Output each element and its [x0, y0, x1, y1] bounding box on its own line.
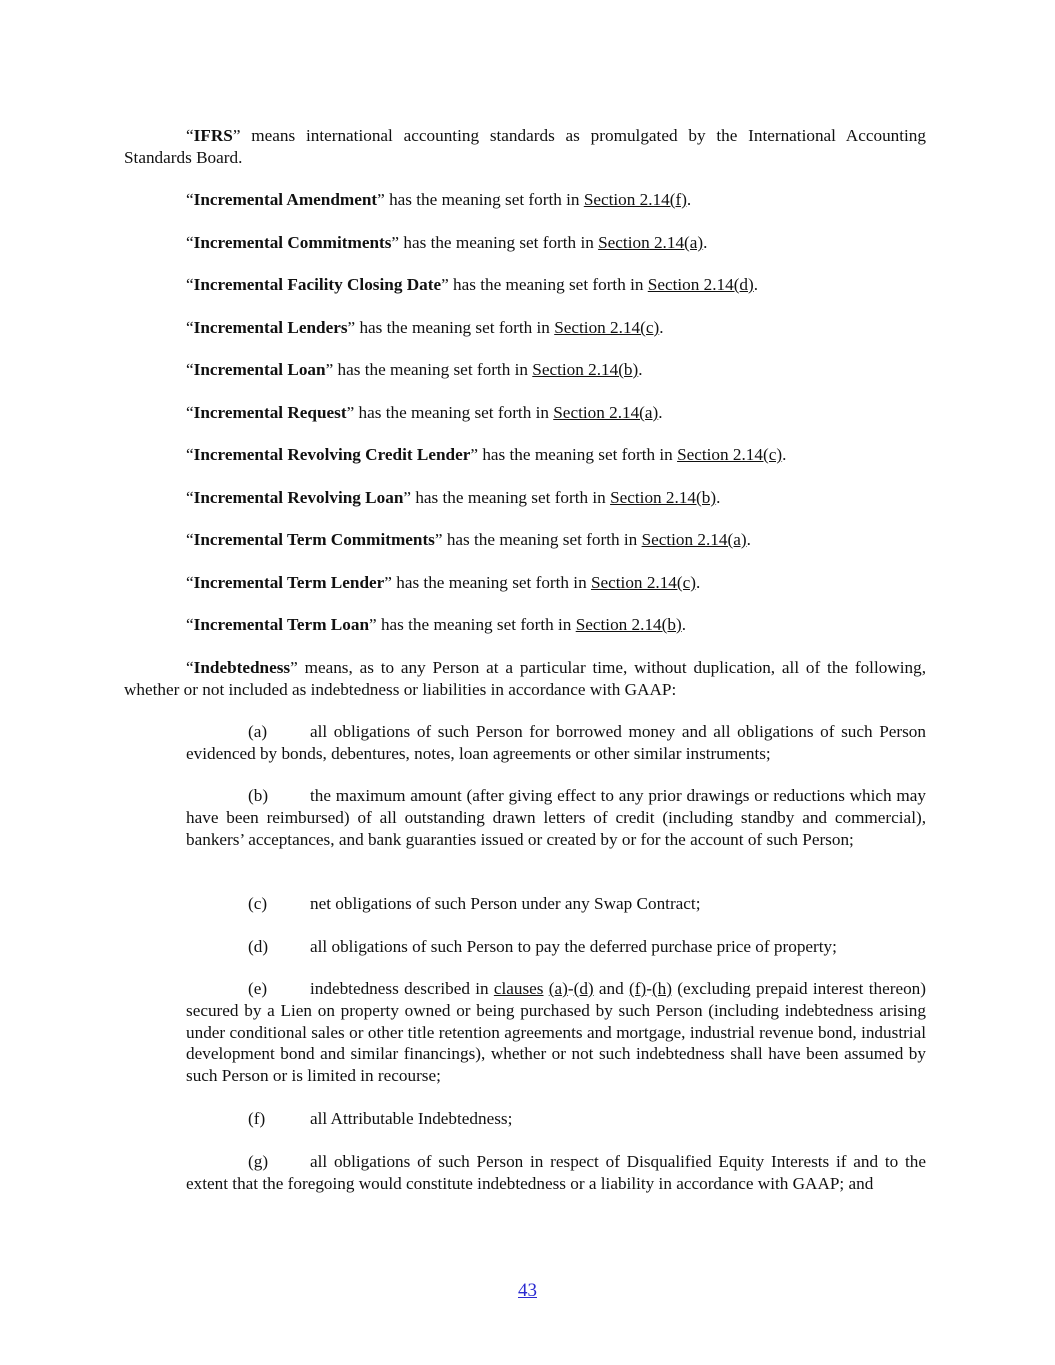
clause-c: (c) net obligations of such Person under any Swap Contract;	[248, 894, 701, 913]
defined-term: Incremental Revolving Loan	[193, 488, 404, 507]
definition-incremental-commitments: “Incremental Commitments” has the meaning set forth in Section 2.14(a).	[186, 233, 708, 252]
section-reference-link[interactable]: Section 2.14(b)	[610, 488, 717, 507]
clause-label: (e)	[248, 979, 268, 998]
section-reference-link[interactable]: Section 2.14(c)	[590, 573, 696, 592]
definition-incremental-term-commitments: “Incremental Term Commitments” has the meaning set forth in Section 2.14(a).	[186, 530, 751, 549]
clause-b: (b) the maximum amount (after giving effect to any prior drawings or reductions which may have been reimbursed) of all outstanding drawn letters of credit (including standby and commercial), bankers’ acceptances, and bank guaranties issued or created by or for the account of such Person;	[186, 786, 926, 849]
defined-term: IFRS	[193, 126, 233, 145]
section-reference-link[interactable]: Section 2.14(b)	[532, 360, 639, 379]
definition-incremental-revolving-credit-lender: “Incremental Revolving Credit Lender” has the meaning set forth in Section 2.14(c).	[186, 445, 787, 464]
defined-term: Incremental Term Loan	[193, 615, 370, 634]
clause-f: (f) all Attributable Indebtedness;	[248, 1109, 513, 1128]
defined-term: Incremental Commitments	[193, 233, 392, 252]
clause-a: (a) all obligations of such Person for borrowed money and all obligations of such Person evidenced by bonds, debentures, notes, loan agreements or other similar instruments;	[186, 722, 926, 763]
clause-label: (f)	[248, 1109, 266, 1128]
section-reference-link[interactable]: Section 2.14(b)	[575, 615, 682, 634]
definition-incremental-term-lender: “Incremental Term Lender” has the meaning set forth in Section 2.14(c).	[186, 573, 701, 592]
section-reference-link[interactable]: Section 2.14(f)	[583, 190, 687, 209]
section-reference-link[interactable]: Section 2.14(a)	[641, 530, 747, 549]
defined-term: Incremental Revolving Credit Lender	[193, 445, 471, 464]
clause-label: (c)	[248, 894, 268, 913]
defined-term: Incremental Term Commitments	[193, 530, 435, 549]
clause-reference-link[interactable]: (h)	[651, 979, 672, 998]
definition-incremental-request: “Incremental Request” has the meaning set forth in Section 2.14(a).	[186, 403, 663, 422]
clause-label: (d)	[248, 937, 269, 956]
section-reference-link[interactable]: Section 2.14(a)	[598, 233, 704, 252]
section-reference-link[interactable]: Section 2.14(a)	[553, 403, 659, 422]
clause-g: (g) all obligations of such Person in respect of Disqualified Equity Interests if and to the extent that the foregoing would constitute indebtedness or a liability in accordance with GAAP; and	[186, 1152, 926, 1193]
clause-d: (d) all obligations of such Person to pay the deferred purchase price of property;	[248, 937, 837, 956]
defined-term: Incremental Facility Closing Date	[193, 275, 442, 294]
section-reference-link[interactable]: Section 2.14(d)	[647, 275, 754, 294]
clause-reference-link[interactable]: (f)	[629, 979, 647, 998]
definition-indebtedness: “Indebtedness” means, as to any Person at a particular time, without duplication, all of the following, whether or not included as indebtedness or liabilities in accordance with GAAP:	[124, 658, 926, 699]
defined-term: Incremental Term Lender	[193, 573, 385, 592]
clause-reference-link[interactable]: (a)	[548, 979, 568, 998]
clause-reference-link[interactable]: clauses	[493, 979, 544, 998]
definition-incremental-loan: “Incremental Loan” has the meaning set forth in Section 2.14(b).	[186, 360, 643, 379]
defined-term: Incremental Request	[193, 403, 347, 422]
defined-term: Incremental Lenders	[193, 318, 348, 337]
defined-term: Indebtedness	[193, 658, 291, 677]
clause-label: (a)	[248, 722, 268, 741]
definition-incremental-lenders: “Incremental Lenders” has the meaning set forth in Section 2.14(c).	[186, 318, 664, 337]
clause-label: (g)	[248, 1152, 269, 1171]
clause-label: (b)	[248, 786, 269, 805]
defined-term: Incremental Loan	[193, 360, 326, 379]
definition-incremental-term-loan: “Incremental Term Loan” has the meaning set forth in Section 2.14(b).	[186, 615, 686, 634]
clause-reference-link[interactable]: (d)	[573, 979, 594, 998]
definition-incremental-amendment: “Incremental Amendment” has the meaning set forth in Section 2.14(f).	[186, 190, 692, 209]
definition-incremental-revolving-loan: “Incremental Revolving Loan” has the meaning set forth in Section 2.14(b).	[186, 488, 721, 507]
defined-term: Incremental Amendment	[193, 190, 378, 209]
section-reference-link[interactable]: Section 2.14(c)	[554, 318, 660, 337]
definition-incremental-facility-closing-date: “Incremental Facility Closing Date” has the meaning set forth in Section 2.14(d).	[186, 275, 759, 294]
page-number-link[interactable]: 43	[518, 1280, 537, 1301]
section-reference-link[interactable]: Section 2.14(c)	[677, 445, 783, 464]
definition-ifrs: “IFRS” means international accounting standards as promulgated by the International Accounting Standards Board.	[124, 126, 926, 167]
clause-e: (e) indebtedness described in clauses (a)-(d) and (f)-(h) (excluding prepaid interest thereon) secured by a Lien on property owned or being purchased by such Person (including indebtedness arising under conditional sales or other title retention agreements and mortgage, industrial revenue bond, industrial development bond and similar financings), whether or not such indebtedness shall have been assumed by such Person or is limited in recourse;	[186, 979, 926, 1086]
